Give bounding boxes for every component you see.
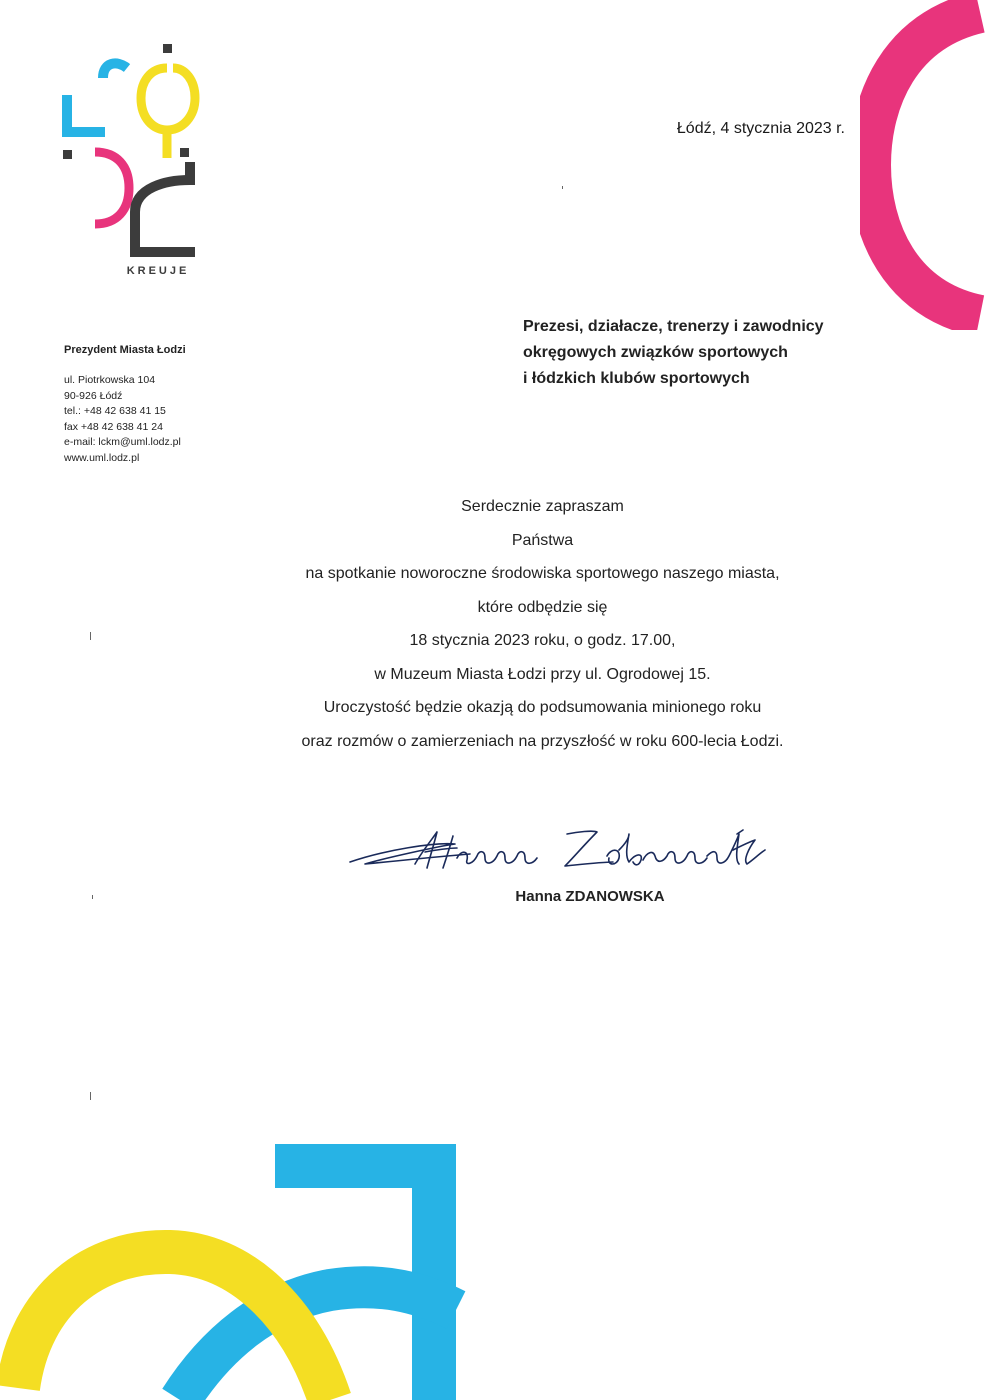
body-line: oraz rozmów o zamierzeniach na przyszłość w roku 600-lecia Łodzi. <box>301 732 784 750</box>
logo-letter-l <box>67 63 127 132</box>
body-line: w Muzeum Miasta Łodzi przy ul. Ogrodowej 15. <box>374 665 711 683</box>
sender-postal-line: 90-926 Łódź <box>64 389 123 402</box>
body-line: które odbędzie się <box>477 598 608 616</box>
scan-mark <box>92 895 93 899</box>
decorative-magenta-arc <box>860 0 990 330</box>
sender-name: Prezydent Miasta Łodzi <box>64 344 186 356</box>
logo-letter-d <box>63 150 129 224</box>
logo-tagline: KREUJE <box>126 265 190 277</box>
letter-body <box>200 490 885 758</box>
recipient-block <box>523 314 863 392</box>
lodz-kreuje-logo <box>55 40 205 280</box>
logo-letter-o <box>141 44 195 158</box>
body-line: Uroczystość będzie okazją do podsumowania minionego roku <box>323 699 762 716</box>
sender-block <box>64 344 264 466</box>
logo-letter-z <box>135 148 195 252</box>
body-line: Państwa <box>511 531 574 549</box>
recipient-line: i łódzkich klubów sportowych <box>523 370 750 387</box>
scan-mark <box>562 186 563 189</box>
body-line: 18 stycznia 2023 roku, o godz. 17.00, <box>409 632 676 649</box>
recipient-line: okręgowych związków sportowych <box>523 344 788 361</box>
body-line: na spotkanie noworoczne środowiska sportowego naszego miasta, <box>305 565 780 582</box>
scan-mark <box>90 1092 91 1100</box>
decorative-bottom-graphic <box>0 1130 470 1400</box>
sender-website: www.uml.lodz.pl <box>64 451 140 464</box>
handwritten-signature <box>345 820 775 880</box>
sender-address-line: ul. Piotrkowska 104 <box>64 374 156 386</box>
sender-phone: tel.: +48 42 638 41 15 <box>64 405 166 417</box>
body-line: Serdecznie zapraszam <box>461 498 624 515</box>
letter-date: Łódź, 4 stycznia 2023 r. <box>676 120 845 137</box>
sender-email: e-mail: lckm@uml.lodz.pl <box>64 436 181 448</box>
sender-fax: fax +48 42 638 41 24 <box>64 420 163 433</box>
recipient-line: Prezesi, działacze, trenerzy i zawodnicy <box>523 318 824 335</box>
signer-name: Hanna ZDANOWSKA <box>515 888 665 905</box>
scan-mark <box>90 632 91 640</box>
